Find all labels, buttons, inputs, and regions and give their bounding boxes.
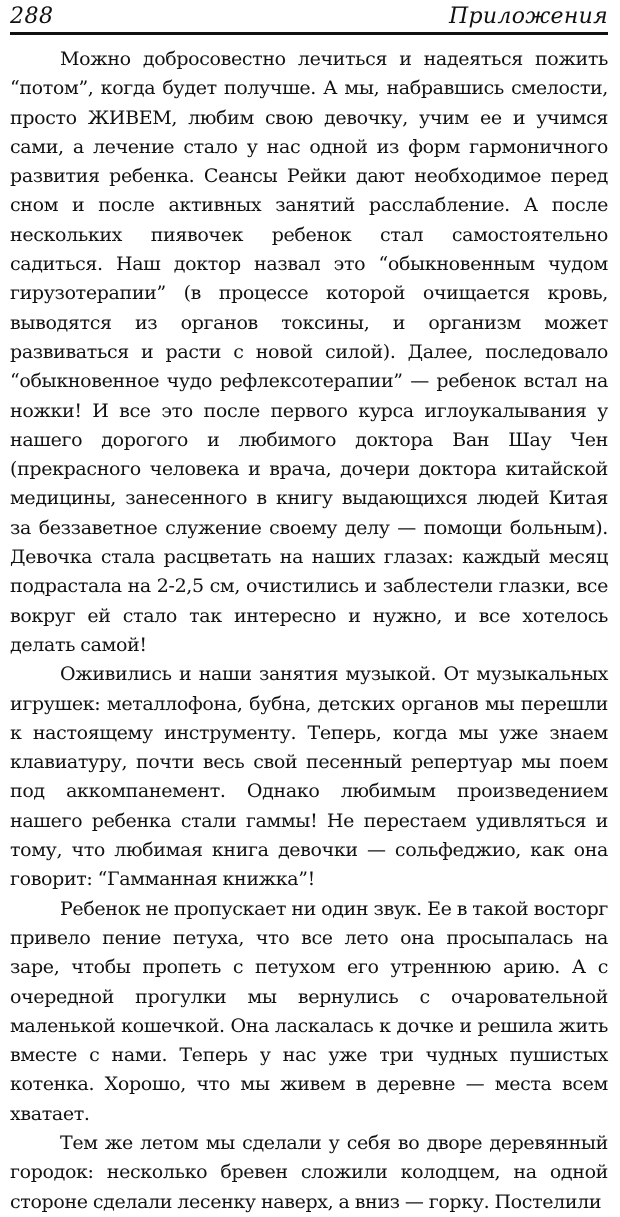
paragraph: Оживились и наши занятия музыкой. От музыкальных игрушек: металлофона, бубна, детских органов мы перешли к настоящему инструменту. Теперь, когда мы уже знаем клавиатуру, почти весь свой песенный репертуар мы поем под аккомпанемент. Однако любимым произведением нашего ребенка стали гаммы! Не перестаем удивляться и тому, что любимая книга девочки — сольфеджио, как она говорит: “Гамманная книжка”!	[10, 663, 608, 891]
paragraph: Можно добросовестно лечиться и надеяться пожить “потом”, когда будет получше. А мы, набравшись смелости, просто ЖИВЕМ, любим свою девочку, учим ее и учимся сами, а лечение стало у нас одной из форм гармоничного развития ребенка. Сеансы Рейки дают необходимое перед сном и после активных занятий расслабление. А после нескольких пиявочек ребенок стал самостоятельно садиться. Наш доктор назвал это “обыкновенным чудом гирузотерапии” (в процессе которой очищается кровь, выводятся из органов токсины, и организм может развиваться и расти с новой силой). Далее, последовало “обыкновенное чудо рефлексотерапии” — ребенок встал на ножки! И все это после первого курса иглоукалывания у нашего дорогого и любимого доктора Ван Шау Чен (прекрасного человека и врача, дочери доктора китайской медицины, занесенного в книгу выдающихся людей Китая за беззаветное служение своему делу — помощи больным). Девочка стала расцветать на наших глазах: каждый месяц подрастала на 2-2,5 см, очистились и заблестели глазки, все вокруг ей стало так интересно и нужно, и все хотелось делать самой!	[10, 48, 608, 656]
section-title: Приложения	[449, 4, 608, 29]
body-text	[10, 45, 608, 1217]
paragraph: Ребенок не пропускает ни один звук. Ее в такой восторг привело пение петуха, что все лето она просыпалась на заре, чтобы пропеть с петухом его утреннюю арию. А с очередной прогулки мы вернулись с очаровательной маленькой кошечкой. Она ласкалась к дочке и решила жить вместе с нами. Теперь у нас уже три чудных пушистых котенка. Хорошо, что мы живем в деревне — места всем хватает.	[10, 897, 608, 1125]
running-head	[10, 0, 608, 30]
header-rule	[10, 32, 608, 35]
page-number: 288	[10, 4, 54, 29]
paragraph: Тем же летом мы сделали у себя во дворе деревянный городок: несколько бревен сложили колодцем, на одной стороне сделали лесенку наверх, а вниз — горку. Постелили	[10, 1131, 608, 1213]
